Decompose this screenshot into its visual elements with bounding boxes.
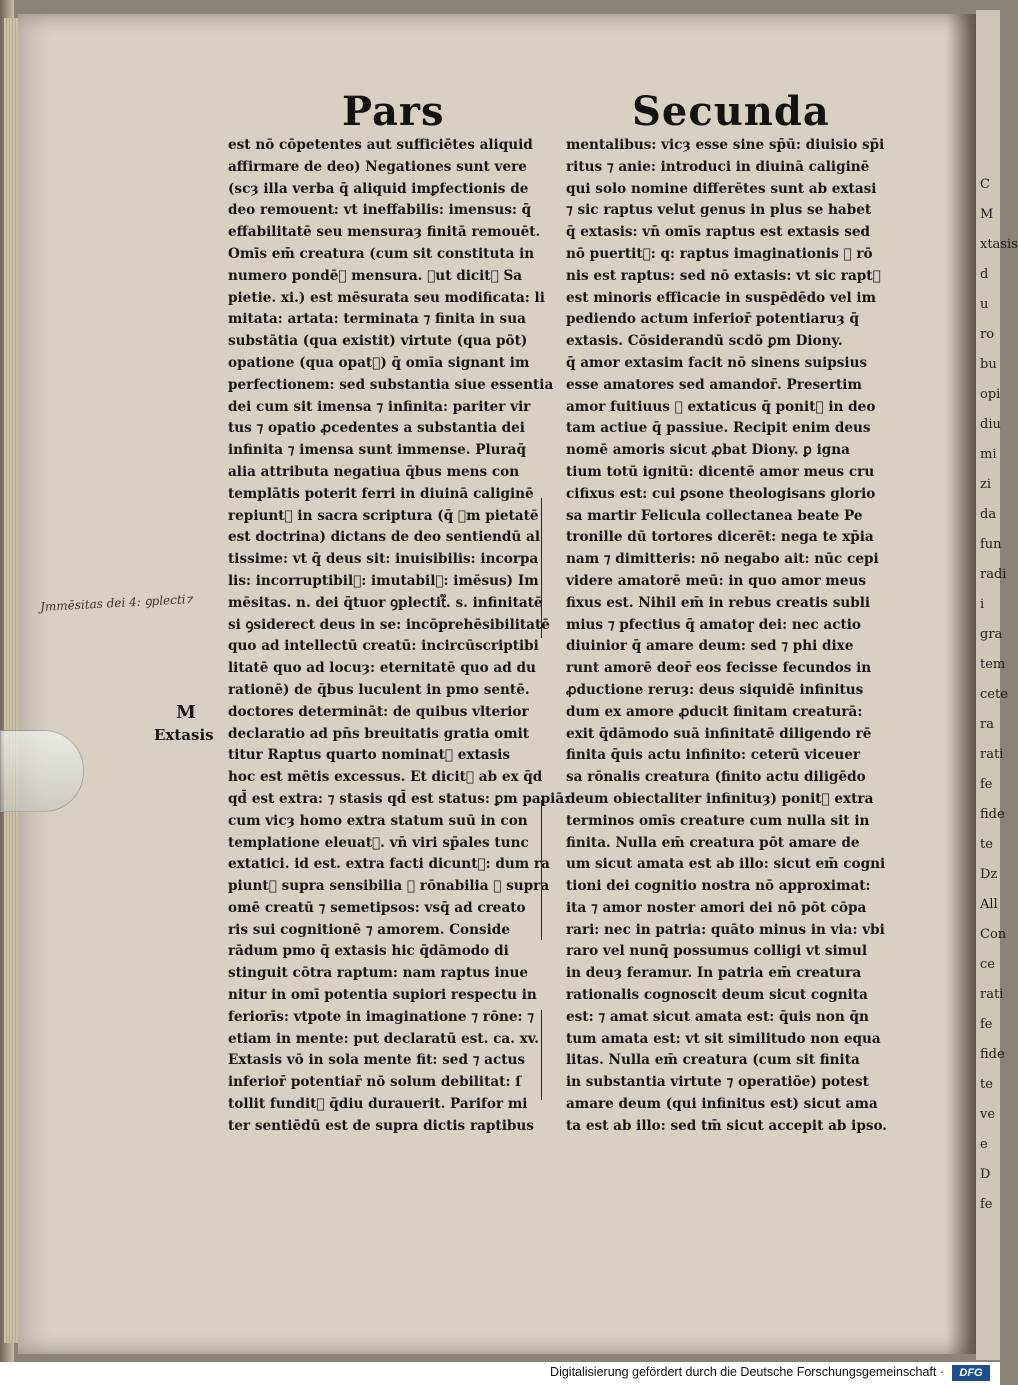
text-line: substātia (qua existit) virtute (qua pōt) (228, 333, 528, 350)
text-line: rationalis cognoscit deum sicut cognita (566, 987, 868, 1004)
text-line: est doctrina) dictans de deo sentiendū al (228, 529, 541, 546)
text-line: sa rōnalis creatura (finito actu diligēdo (566, 769, 866, 786)
text-line: pediendo actum inferior̄ potentiaruȝ q̄ (566, 311, 860, 328)
text-line: sa martir Felicula collectanea beate Pe (566, 507, 863, 524)
dfg-logo: DFG (952, 1365, 990, 1381)
text-line: nam ⁊ dimitteris: nō negabo ait: nūc cepi (566, 551, 879, 568)
text-line: tioni dei cognitio nostra nō approximat: (566, 878, 871, 895)
running-header-left: Pars (342, 88, 445, 135)
text-line: rationē) de q̄bus luculent in pmo sentē. (228, 681, 530, 698)
text-line: extasis. Cōsiderandū scdō ꝑm Diony. (566, 333, 843, 350)
text-line: q̄ amor extasim facit nō sinens suipsius (566, 354, 868, 371)
text-line: ita ⁊ amor noster amori dei nō pōt cōpa (566, 899, 867, 916)
text-line: finita q̄uis actu infinito: ceterū viceuer (566, 747, 861, 764)
text-line: exit q̄dāmodo suā infinitatē diligendo rē (566, 725, 872, 742)
text-line: Omīs em̄ creatura (cum sit constituta in (228, 245, 535, 262)
text-line: qd̄ est extra: ⁊ stasis qd̄ est status: ꝑm papiā: (228, 790, 570, 807)
text-line: ꝓductione reruȝ: deus siquidē infinitus (566, 681, 864, 698)
text-line: si ꝯsiderect deus in se: incōprehēsibilitatē (228, 616, 550, 633)
text-line: terminos omīs creature cum nulla sit in (566, 812, 870, 829)
text-line: stinguit cōtra raptum: nam raptus inue (228, 965, 529, 982)
text-line: rari: nec in patria: quāto minus in via: vbi (566, 921, 885, 938)
text-line: pietie. xi.) est mēsurata seu modificata: li (228, 289, 545, 306)
text-line: ritus ⁊ anie: introduci in diuinā caliginē (566, 158, 870, 175)
text-line: templātis poterit ferri in diuinā caliginē (228, 485, 534, 502)
text-line: doctores determināt: de quibus vlterior (228, 703, 529, 720)
text-line: litas. Nulla em̄ creatura (cum sit finita (566, 1052, 860, 1069)
text-line: lis: incorruptibil᷑: imutabil᷑: imēsus) Im (228, 572, 539, 589)
text-line: q̄ extasis: vn̄ omīs raptus est extasis sed (566, 224, 871, 241)
text-line: Extasis vō in sola mente fit: sed ⁊ actus (228, 1052, 526, 1069)
text-line: mitata: artata: terminata ⁊ finita in sua (228, 311, 526, 328)
text-line: diuinior q̄ amare deum: sed ⁊ phi dixe (566, 638, 854, 655)
text-line: deum obiectaliter infinituȝ) ponit᷑ extra (566, 790, 874, 807)
text-line: tronille dū tortores dicerēt: nega te xp̄ia (566, 529, 874, 546)
pen-margin-line (541, 800, 542, 940)
text-line: in substantia virtute ⁊ operatiōe) potest (566, 1074, 869, 1091)
text-line: tollit fundit᷑ q̄diu durauerit. Parifor mi (228, 1096, 528, 1113)
text-line: mius ⁊ pfectius q̄ amatoɼ dei: nec actio (566, 616, 861, 633)
text-line: videre amatorē meū: in quo amor meus (566, 572, 867, 589)
next-page-edge (976, 10, 1018, 1360)
text-line: tum amata est: vt sit similitudo non equa (566, 1030, 881, 1047)
text-line: repiunt᷑ in sacra scriptura (q̄ ꝑm pietatē (228, 507, 539, 524)
text-line: dum ex amore ꝓducit finitam creaturā: (566, 703, 863, 720)
text-line: nomē amoris sicut ꝓbat Diony. ꝑ igna (566, 442, 850, 459)
text-line: qui solo nomine differētes sunt ab extasi (566, 180, 877, 197)
text-line: tus ⁊ opatio ꝓcedentes a substantia dei (228, 420, 525, 437)
next-page-fragment: C M xtasis d u ro bu opi diu mi zi da fun radi i gra tem cete ra rati fe fide te Dz All Con ce rati fe fide te ve e D fe (980, 177, 1018, 1212)
text-line: infinita ⁊ imensa sunt immense. Pluraq̄ (228, 442, 526, 459)
text-line: in deuȝ feramur. In patria em̄ creatura (566, 965, 862, 982)
text-line: cifixus est: cui ꝑsone theologisans glorio (566, 485, 876, 502)
text-line: effabilitatē seu mensuraȝ finitā remouēt. (228, 224, 541, 241)
text-line: est nō cōpetentes aut sufficiētes aliquid (228, 137, 533, 153)
text-line: ⁊ sic raptus velut genus in plus se habet (566, 202, 872, 219)
text-line: affirmare de deo) Negationes sunt vere (228, 158, 527, 175)
text-line: opatione (qua opat᷑) q̄ omīa signant im (228, 354, 530, 371)
text-line: amare deum (qui infinitus est) sicut ama (566, 1096, 878, 1113)
spine-shadow (946, 14, 976, 1354)
text-line: mentalibus: vicȝ esse sine sp̄ū: diuisio sp̄i (566, 137, 885, 153)
right-text-column (566, 135, 898, 1138)
text-line: est minoris efficacie in suspēdēdo vel im (566, 289, 876, 306)
text-line: etiam in mente: put declaratū est. ca. xv. (228, 1030, 540, 1047)
text-line: nō puertit᷑: q: raptus imaginationis ⁊ rō (566, 245, 873, 262)
text-line: rādum pmo q̄ extasis hic q̄dāmodo di (228, 943, 509, 960)
handwritten-margin-note: Jmmēsitas dei 4: ꝯplecti⁊ (39, 592, 193, 614)
text-line: feriorīs: vtpote in imaginatione ⁊ rōne: ⁊ (228, 1008, 535, 1025)
text-line: litatē quo ad locuȝ: eternitatē quo ad du (228, 660, 536, 677)
text-line: esse amatores sed amandor̄. Presertim (566, 376, 862, 393)
plastic-page-clip (0, 730, 84, 812)
text-line: omē creatū ⁊ semetipsos: vsq̄ ad creato (228, 899, 526, 916)
text-line: (scȝ illa verba q̄ aliquid imꝑfectionis de (228, 180, 529, 197)
text-line: nitur in omī potentia supiori respectu in (228, 987, 537, 1004)
marginal-label-extasis: Extasis (154, 726, 214, 744)
text-line: numero pondē᷑ mensura. ꝑut dicit᷑ Sa (228, 267, 523, 284)
text-line: alia attributa negatiua q̄bus mens con (228, 463, 520, 480)
text-line: nis est raptus: sed nō extasis: vt sic rapt᷒ (566, 267, 881, 284)
text-line: perfectionem: sed substantia siue essentia (228, 376, 554, 393)
running-header-right: Secunda (632, 88, 830, 135)
digitization-credit: Digitalisierung gefördert durch die Deutsche Forschungsgemeinschaft · (550, 1365, 944, 1379)
text-line: um sicut amata est ab illo: sicut em̄ cogni (566, 856, 886, 873)
text-line: amor fuitiuus ⁊ extaticus q̄ ponit᷑ in deo (566, 398, 876, 415)
text-line: extatici. id est. extra facti dicunt᷑: dum ra (228, 856, 550, 873)
text-line: quo ad intellectū creatū: incircūscriptibi (228, 638, 539, 655)
text-line: ter sentiēdū est de supra dictis raptibus (228, 1117, 534, 1134)
text-line: declaratio ad pn̄s breuitatis gratia omit (228, 725, 530, 742)
pen-margin-line (541, 1010, 542, 1100)
text-line: dei cum sit imensa ⁊ infinita: pariter vir (228, 398, 531, 415)
text-line: mēsitas. n. dei q̄tuor ꝯplectit᷑. s. infinitatē (228, 594, 543, 611)
text-line: finita. Nulla em̄ creatura pōt amare de (566, 834, 860, 851)
left-text-column (228, 135, 570, 1138)
text-line: ris sui cognitionē ⁊ amorem. Conside (228, 921, 510, 938)
text-line: piunt᷑ supra sensibilia ⁊ rōnabilia ⁊ supra (228, 878, 550, 895)
pen-margin-line (541, 498, 542, 638)
text-line: fixus est. Nihil em̄ in rebus creatis subli (566, 594, 871, 611)
text-line: titur Raptus quarto nominat᷑ extasis (228, 747, 511, 764)
text-line: tium totū ignitū: dicentē amor meus cru (566, 463, 875, 480)
footer-bar (0, 1362, 1000, 1385)
text-line: est: ⁊ amat sicut amata est: q̄uis non q̄n (566, 1008, 869, 1025)
text-line: runt amorē deor̄ eos fecisse fecundos in (566, 660, 872, 677)
text-line: tissime: vt q̄ deus sit: inuisibilis: incorpa (228, 551, 539, 568)
text-line: deo remouent: vt ineffabilis: imensus: q̄ (228, 202, 532, 219)
text-line: tam actiue q̄ passiue. Recipit enim deus (566, 420, 871, 437)
marginal-initial: M (176, 702, 196, 723)
text-line: ta est ab illo: sed tm̄ sicut accepit ab ipso. (566, 1117, 888, 1134)
text-line: inferior̄ potentiar̄ nō solum debilitat: ſ (228, 1074, 522, 1091)
text-line: templatione eleuat᷑. vn̄ viri sp̄ales tunc (228, 834, 529, 851)
text-line: raro vel nunq̄ possumus colligi vt simul (566, 943, 868, 960)
text-line: hoc est mētis excessus. Et dicit᷑ ab ex q̄d (228, 769, 543, 786)
text-line: cum vicȝ homo extra statum suū in con (228, 812, 528, 829)
